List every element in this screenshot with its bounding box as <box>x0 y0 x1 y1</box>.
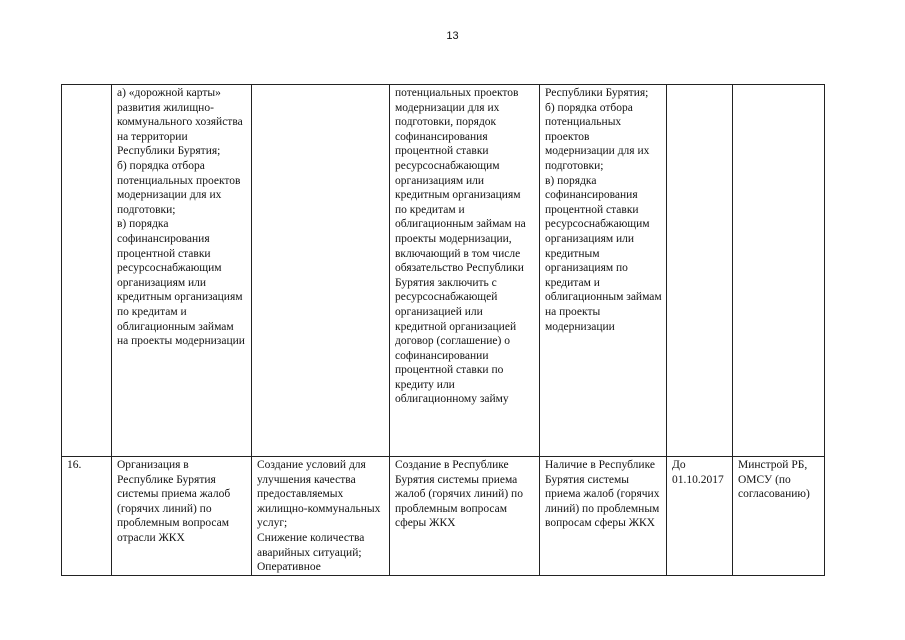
measures-table <box>61 84 825 576</box>
cell-measure: а) «дорожной карты» развития жилищно-коммунального хозяйства на территории Республики Бурятия; б) порядка отбора потенциальных проектов модернизации для их подготовки; в) порядка софинансирования процентной ставки ресурсоснабжающим организациям или кредитным организациям по кредитам и облигационным займам на проекты модернизации <box>112 85 252 457</box>
cell-responsible <box>733 85 825 457</box>
cell-goal <box>252 85 390 457</box>
table-row <box>62 457 825 576</box>
cell-result: потенциальных проектов модернизации для их подготовки, порядок софинансирования процентной ставки ресурсоснабжающим организациям или кредитным организациям по кредитам и облигационным займам на проекты модернизации, включающий в том числе обязательство Республики Бурятия заключить с ресурсоснабжающей организацией или кредитной организацией договор (соглашение) о софинансировании процентной ставки по кредиту или облигационному займу <box>390 85 540 457</box>
cell-indicator: Наличие в Республике Бурятия системы приема жалоб (горячих линий) по проблемным вопросам сферы ЖКХ <box>540 457 667 576</box>
cell-goal: Создание условий для улучшения качества предоставляемых жилищно-коммунальных услуг; Снижение количества аварийных ситуаций; Оперативное <box>252 457 390 576</box>
cell-result: Создание в Республике Бурятия системы приема жалоб (горячих линий) по проблемным вопросам сферы ЖКХ <box>390 457 540 576</box>
cell-deadline: До 01.10.2017 <box>667 457 733 576</box>
cell-measure: Организация в Республике Бурятия системы приема жалоб (горячих линий) по проблемным вопросам отрасли ЖКХ <box>112 457 252 576</box>
cell-number <box>62 85 112 457</box>
cell-indicator: Республики Бурятия; б) порядка отбора потенциальных проектов модернизации для их подготовки; в) порядка софинансирования процентной ставки ресурсоснабжающим организациям или кредитным организациям по кредитам и облигационным займам на проекты модернизации <box>540 85 667 457</box>
cell-responsible: Минстрой РБ, ОМСУ (по согласованию) <box>733 457 825 576</box>
table-row <box>62 85 825 457</box>
cell-deadline <box>667 85 733 457</box>
cell-number: 16. <box>62 457 112 576</box>
page-number: 13 <box>446 30 459 42</box>
